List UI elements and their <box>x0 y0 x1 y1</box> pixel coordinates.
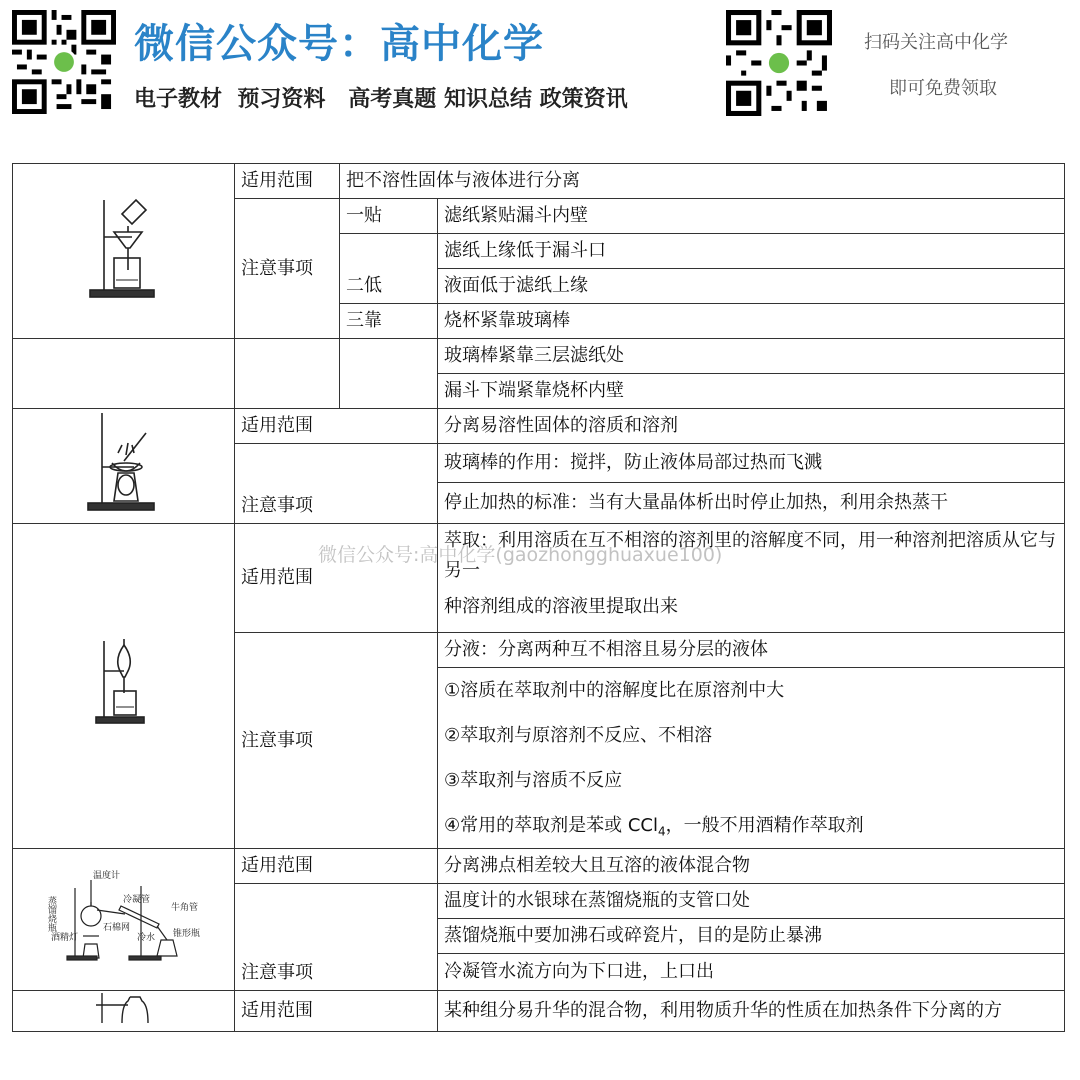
filtration-erdi: 二低 <box>340 234 438 304</box>
distillation-scope-label: 适用范围 <box>235 849 438 884</box>
distillation-note-2: 蒸馏烧瓶中要加沸石或碎瓷片，目的是防止暴沸 <box>438 919 1065 954</box>
filtration-apparatus-image <box>84 192 164 302</box>
extraction-scope-cell <box>438 524 1065 633</box>
distillation-notes-label: 注意事项 <box>235 884 438 991</box>
label-conical: 锥形瓶 <box>172 928 200 939</box>
table-row <box>13 849 1065 884</box>
extraction-scope-line1: 萃取：利用溶质在互不相溶的溶剂里的溶解度不同，用一种溶剂把溶质从它与另一 <box>444 530 1056 581</box>
header-free-text: 即可免费领取 <box>889 78 997 99</box>
empty-cell <box>13 339 235 409</box>
label-thermometer: 温度计 <box>92 870 120 881</box>
extraction-note-4 <box>444 803 1058 848</box>
evaporation-scope-label: 适用范围 <box>235 409 438 444</box>
header-title: 微信公众号：高中化学 <box>134 21 544 67</box>
filtration-apparatus-cell <box>13 164 235 339</box>
filtration-erdi-2: 液面低于滤纸上缘 <box>438 269 1065 304</box>
table-row <box>13 991 1065 1032</box>
evaporation-note-1: 玻璃棒的作用：搅拌，防止液体局部过热而飞溅 <box>438 444 1065 483</box>
sublimation-scope-value: 某种组分易升华的混合物，利用物质升华的性质在加热条件下分离的方 <box>438 991 1065 1032</box>
label-condenser: 冷凝管 <box>122 894 150 905</box>
extraction-notes-cell <box>438 633 1065 849</box>
table-row <box>13 409 1065 444</box>
distillation-apparatus-cell <box>13 849 235 991</box>
extraction-note-2: ②萃取剂与原溶剂不反应、不相溶 <box>444 725 713 746</box>
separation-methods-table <box>12 163 1065 1032</box>
filtration-yitie: 一贴 <box>340 199 438 234</box>
label-flask: 蒸馏烧瓶 <box>45 895 56 932</box>
watermark: 微信公众号:高中化学(gaozhongghuaxue100) <box>318 544 723 566</box>
filtration-erdi-1: 滤纸上缘低于漏斗口 <box>438 234 1065 269</box>
evaporation-scope-value: 分离易溶性固体的溶质和溶剂 <box>438 409 1065 444</box>
filtration-sankao-1: 烧杯紧靠玻璃棒 <box>438 304 1065 339</box>
filtration-yitie-value: 滤纸紧贴漏斗内壁 <box>438 199 1065 234</box>
sublimation-scope-label: 适用范围 <box>235 991 438 1032</box>
evaporation-note-2: 停止加热的标准：当有大量晶体析出时停止加热，利用余热蒸干 <box>438 483 1065 524</box>
sublimation-apparatus-cell <box>13 991 235 1032</box>
qr-code-right <box>726 10 832 116</box>
extraction-note-4-sub: 4 <box>658 824 666 839</box>
distillation-note-1: 温度计的水银球在蒸馏烧瓶的支管口处 <box>438 884 1065 919</box>
distillation-scope-value: 分离沸点相差较大且互溶的液体混合物 <box>438 849 1065 884</box>
evaporation-apparatus-image <box>84 409 164 515</box>
label-adapter: 牛角管 <box>170 902 198 913</box>
extraction-note-3: ③萃取剂与溶质不反应 <box>444 770 623 791</box>
header-scan-text: 扫码关注高中化学 <box>864 32 1008 53</box>
label-asbestos: 石棉网 <box>102 922 130 933</box>
qr-code-left <box>12 10 116 114</box>
extraction-scope-label: 适用范围 <box>235 524 438 633</box>
header-subtitle: 电子教材 预习资料 高考真题 知识总结 政策资讯 <box>134 87 628 112</box>
extraction-scope-line2: 种溶剂组成的溶液里提取出来 <box>444 596 678 617</box>
extraction-note-4-pre: ④常用的萃取剂是苯或 CCl <box>444 815 658 836</box>
extraction-fenye: 分液：分离两种互不相溶且易分层的液体 <box>438 633 1064 668</box>
filtration-scope-value: 把不溶性固体与液体进行分离 <box>340 164 1065 199</box>
extraction-apparatus-cell <box>13 524 235 849</box>
label-lamp: 酒精灯 <box>50 932 78 943</box>
extraction-note-4-post: ，一般不用酒精作萃取剂 <box>665 815 864 836</box>
filtration-sankao-3: 漏斗下端紧靠烧杯内壁 <box>438 374 1065 409</box>
evaporation-notes-label: 注意事项 <box>235 444 438 524</box>
distillation-note-3: 冷凝管水流方向为下口进，上口出 <box>438 954 1065 991</box>
distillation-apparatus-image <box>45 866 200 966</box>
filtration-sankao: 三靠 <box>340 304 438 339</box>
table-row <box>13 164 1065 199</box>
sublimation-apparatus-image <box>94 991 154 1023</box>
empty-cell <box>235 339 340 409</box>
filtration-scope-label: 适用范围 <box>235 164 340 199</box>
evaporation-apparatus-cell <box>13 409 235 524</box>
extraction-notes-label: 注意事项 <box>235 633 438 849</box>
label-water: 冷水 <box>136 932 155 943</box>
filtration-sankao-2: 玻璃棒紧靠三层滤纸处 <box>438 339 1065 374</box>
empty-cell <box>340 339 438 409</box>
separatory-funnel-image <box>94 637 154 727</box>
table-row <box>13 524 1065 633</box>
extraction-note-1: ①溶质在萃取剂中的溶解度比在原溶剂中大 <box>444 680 785 701</box>
table-row <box>13 339 1065 374</box>
filtration-notes-label: 注意事项 <box>235 199 340 339</box>
